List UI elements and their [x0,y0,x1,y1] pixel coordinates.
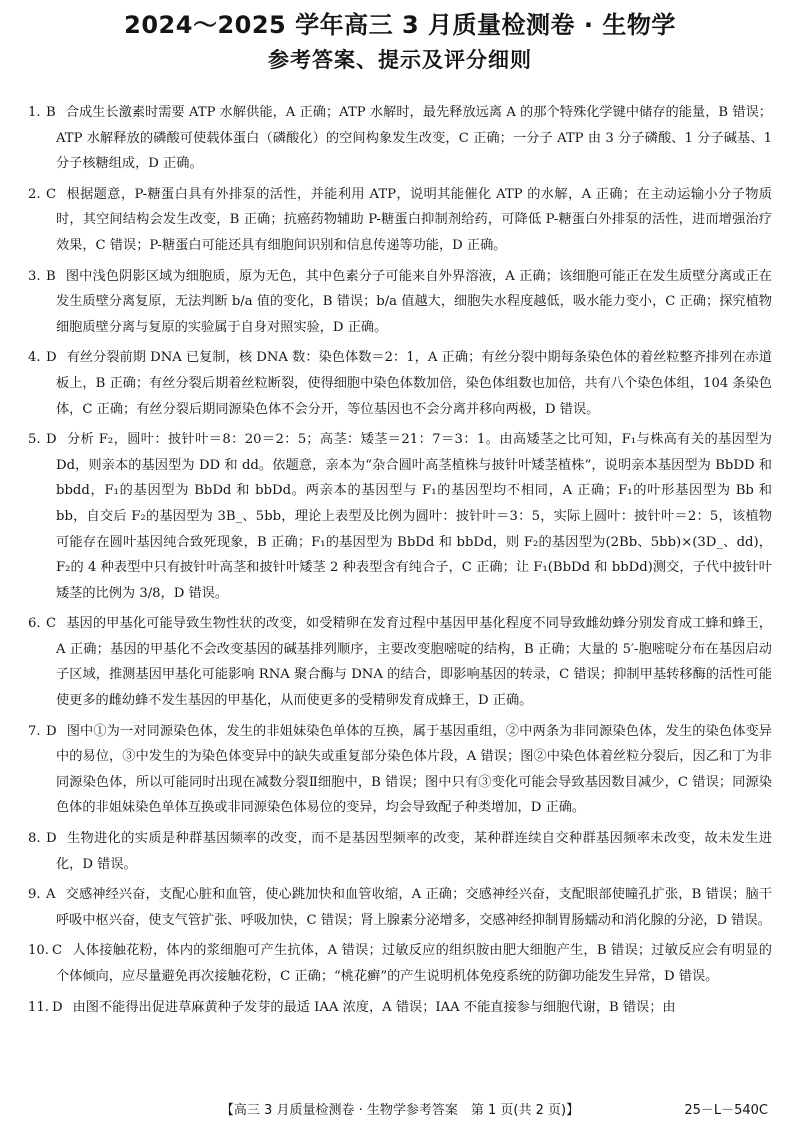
item-explanation: 基因的甲基化可能导致生物性状的改变，如受精卵在发育过程中基因甲基化程度不同导致雌幼蜂分别发育成工蜂和蜂王，A 正确；基因的甲基化不会改变基因的碱基排列顺序，主要改变胞嘧啶的结构，B 正确；大量的 5′-胞嘧啶分布在基因启动子区域，推测基因甲基化可能影响 RNA 聚合酶与 DNA 的结合，即影响基因的转录，C 错误；抑制甲基转移酶的活性可能使更多的雌幼蜂不发生基因的甲基化，从而使更多的受精卵发育成蜂王，D 正确。 [56,616,772,709]
item-number: 3. [28,268,41,284]
item-number: 5. [28,432,41,448]
item-answer: D [46,831,57,847]
item-answer: C [46,616,57,632]
item-answer: C [52,943,63,959]
item-number: 6. [28,616,41,632]
item-explanation: 图中①为一对同源染色体，发生的非姐妹染色单体的互换，属于基因重组，②中两条为非同源染色体，发生的染色体变异中的易位，③中发生的为染色体变异中的缺失或重复部分染色体片段，A 错误；图②中染色体着丝粒分裂后，因乙和丁为非同源染色体，所以可能同时出现在减数分裂Ⅱ细胞中，B 错误；图中只有③变化可能会导致基因数目减少，C 错误；同源染色体的非姐妹染色单体互换或非同源染色体易位的变异，均会导致配子种类增加，D 正确。 [56,723,772,816]
answer-item-11 [28,995,772,1021]
item-number: 2. [28,186,41,202]
answer-item-2 [28,182,772,259]
item-explanation: 生物进化的实质是种群基因频率的改变，而不是基因型频率的改变，某种群连续自交种群基因频率未改变，故未发生进化，D 错误。 [56,831,772,872]
item-number: 7. [28,723,41,739]
item-explanation: 有丝分裂前期 DNA 已复制，核 DNA 数：染色体数＝2：1，A 正确；有丝分裂中期每条染色体的着丝粒整齐排列在赤道板上，B 正确；有丝分裂后期着丝粒断裂，使得细胞中染色体数加倍，染色体组数也加倍，共有八个染色体组，104 条染色体，C 正确；有丝分裂后期同源染色体不会分开，等位基因也不会分离并移向两极，D 错误。 [56,350,772,417]
item-number: 10. [28,943,49,959]
item-explanation: 分析 F₂，圆叶：披针叶＝8：20＝2：5；高茎：矮茎＝21：7＝3：1。由高矮茎之比可知，F₁与株高有关的基因型为 Dd，则亲本的基因型为 DD 和 dd。依题意，亲本为“杂合圆叶高茎植株与披针叶矮茎植株”，说明亲本基因型为 BbDD 和 bbdd，F₁的基因型为 BbDd 和 bbDd。两亲本的基因型与 F₁的基因型均不相同，A 正确；F₁的叶形基因型为 Bb 和 bb，自交后 F₂的基因型为 3B_、5bb，理论上表型及比例为圆叶：披针叶＝3：5，实际上圆叶：披针叶＝2：5，该植物可能存在圆叶基因纯合致死现象，B 正确；F₁的基因型为 BbDd 和 bbDd，则 F₂的基因型为(2Bb、5bb)×(3D_、dd)，F₂的 4 种表型中只有披针叶高茎和披针叶矮茎 2 种表型含有纯合子，C 正确；让 F₁(BbDd 和 bbDd)测交，子代中披针叶矮茎的比例为 3/8，D 错误。 [56,432,772,601]
answer-item-8 [28,826,772,877]
answer-list [28,100,772,1025]
item-number: 8. [28,831,41,847]
item-number: 4. [28,350,41,366]
item-answer: D [46,723,57,739]
item-answer: B [46,268,56,284]
item-answer: C [46,186,57,202]
answer-item-4 [28,345,772,422]
item-answer: B [46,105,56,120]
item-explanation: 图中浅色阴影区域为细胞质，原为无色，其中色素分子可能来自外界溶液，A 正确；该细胞可能正在发生质壁分离或正在发生质壁分离复原，无法判断 b/a 值的变化，B 错误；b/a 值越大，细胞失水程度越低，吸水能力变小，C 正确；探究植物细胞质壁分离与复原的实验属于自身对照实验，D 正确。 [56,268,772,335]
answer-item-7 [28,719,772,821]
item-explanation: 人体接触花粉，体内的浆细胞可产生抗体，A 错误；过敏反应的组织胺由肥大细胞产生，B 错误；过敏反应会有明显的个体倾向，应尽量避免再次接触花粉，C 正确；“桃花癣”的产生说明机体免疫系统的防御功能发生异常，D 错误。 [56,943,772,984]
item-number: 9. [28,887,41,903]
answer-item-6 [28,611,772,713]
answer-item-9 [28,882,772,933]
page-subtitle: 参考答案、提示及评分细则 [268,48,532,72]
item-explanation: 合成生长激素时需要 ATP 水解供能，A 正确；ATP 水解时，最先释放远离 A 的那个特殊化学键中储存的能量，B 错误；ATP 水解释放的磷酸可使载体蛋白（磷酸化）的空间构象发生改变，C 正确；一分子 ATP 由 3 分子磷酸、1 分子碱基、1 分子核糖组成，D 正确。 [56,105,772,172]
answer-item-3 [28,264,772,341]
item-explanation: 由图不能得出促进草麻黄种子发芽的最适 IAA 浓度，A 错误；IAA 不能直接参与细胞代谢，B 错误；由 [72,999,676,1015]
item-explanation: 根据题意，P-糖蛋白具有外排泵的活性，并能利用 ATP，说明其能催化 ATP 的水解，A 正确；在主动运输小分子物质时，其空间结构会发生改变，B 正确；抗癌药物辅助 P-糖蛋白抑制剂给药，可降低 P-糖蛋白外排泵的活性，进而增强治疗效果，C 错误；P-糖蛋白可能还具有细胞间识别和信息传递等功能，D 正确。 [56,186,772,253]
answer-item-5 [28,427,772,606]
item-answer: D [46,432,57,448]
item-number: 1. [28,105,41,120]
item-explanation: 交感神经兴奋，支配心脏和血管，使心跳加快和血管收缩，A 正确；交感神经兴奋，支配眼部使瞳孔扩张，B 错误；脑干呼吸中枢兴奋，使支气管扩张、呼吸加快，C 错误；肾上腺素分泌增多，交感神经抑制胃肠蠕动和消化腺的分泌，D 错误。 [56,887,772,928]
item-number: 11. [28,999,49,1015]
page-footer [0,1099,800,1118]
answer-item-10 [28,938,772,989]
item-answer: D [46,350,57,366]
page-title: 2024～2025 学年高三 3 月质量检测卷 · 生物学 [124,11,676,39]
answer-item-1 [28,100,772,177]
document-code: 25－L－540C [684,1103,768,1118]
item-answer: D [52,999,63,1015]
item-answer: A [46,887,56,903]
footer-label: 【高三 3 月质量检测卷 · 生物学参考答案 第 1 页(共 2 页)】 [220,1103,580,1118]
